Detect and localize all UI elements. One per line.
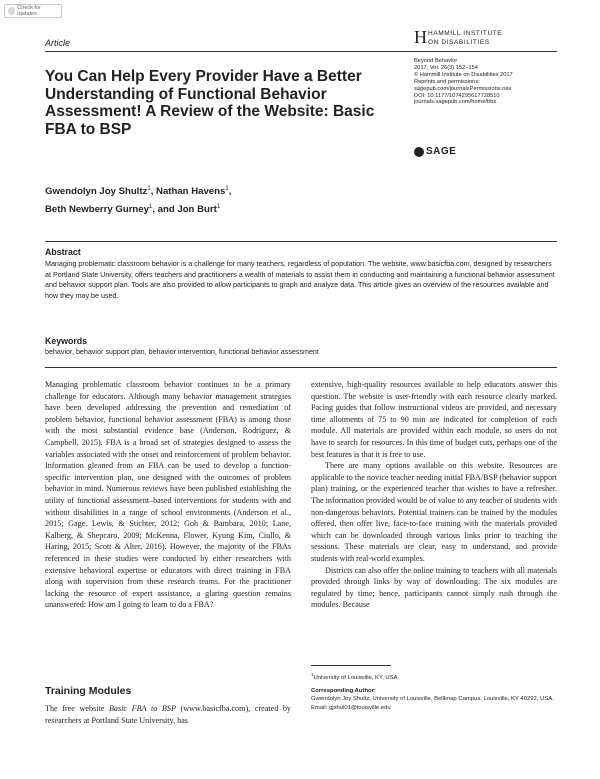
body-paragraph: There are many options available on this website. Resources are applicable to the novice teacher needing initial FBA/BSP (behavior support plan) training, or the experienced teacher that wishes to have a refresher. The information provided would be of value to any teacher of students with non-dangerous behaviors. Potential trainers can be trained by the modules offered, then offer live, face-to-face training with the materials provided which can be downloaded through various links prior to teaching the sessions. These materials are clear, easy to understand, and provide students with real-world examples.: [311, 461, 557, 563]
corresponding-author-heading: Corresponding Author:: [311, 688, 376, 695]
reprints-label: Reprints and permissions:: [414, 78, 480, 85]
abstract-divider: [45, 241, 557, 242]
body-text: The free website: [45, 704, 109, 713]
check-for-updates-badge[interactable]: [4, 4, 62, 18]
affiliation-marker: 1: [225, 186, 229, 192]
sage-icon: [414, 147, 424, 157]
logo-mark: H: [414, 27, 427, 47]
affiliation-text: University of Louisville, KY, USA: [313, 674, 398, 681]
footnote: [311, 671, 557, 712]
badge-label: Check for updates: [17, 5, 41, 17]
doi[interactable]: DOI: 10.1177/1074295617728510: [414, 92, 500, 99]
journal-volume: 2017, Vol. 26(3) 152–154: [414, 64, 478, 71]
author-list: [45, 182, 405, 217]
separator: ,: [228, 186, 232, 198]
body-paragraph: Managing problematic classroom behavior continues to be a primary challenge for educators. Although many behavior management strategies have been developed addressing the prevention and remediation of problem behavior, functional behavior assessment (FBA) is among those with the most substantial evidence base (Anderson, Rodriguez, & Campbell, 2015). FBA is a broad set of strategies designed to assess the variables associated with the onset and reinforcement of problem behavior. Information gleaned from an FBA can be used to develop a function-specific intervention plan, one designed with the outcomes of problem behavior in mind. Numerous reviews have been published establishing the utility of functional assessment–based interventions for students with and without disabilities in a range of school environments (Anderson et al., 2015; Gage, Lewis, & Stichter, 2012; Goh & Bambara, 2010; Lane, Kalberg, & Shepcaro, 2009; McKenna, Flower, Kyung Kim, Ciullo, & Haring, 2015; Scott & Alter, 2016). However, the majority of the FBAs referenced in these studies were conducted by either researchers with extensive behavioral expertise or educators with direct training in FBA along with supervision from these research teams. For the practitioner lacking the resource of expert assistance, a glaring question remains unanswered: How am I going to learn to do a FBA?: [45, 380, 291, 610]
affiliation-marker: 1: [147, 186, 151, 192]
copyright: © Hammill Institute on Disabilities 2017: [414, 71, 513, 78]
header-divider: [45, 51, 557, 52]
sage-logo: [414, 146, 456, 157]
permissions-link[interactable]: sagepub.com/journalsPermissions.nav: [414, 85, 512, 92]
corresponding-author-address: Gwendolyn Joy Shultz, University of Louisville, Bellknap Campus, Louisville, KY 40292, USA.: [311, 696, 554, 703]
author-name: Gwendolyn Joy Shultz: [45, 186, 148, 198]
affiliation-marker: 1: [216, 203, 221, 210]
abstract-heading: Abstract: [45, 247, 81, 257]
body-paragraph: extensive, high-quality resources available to help educators answer this question. The website is user-friendly with each resource clearly marked. Pacing guides that follow instructional videos are provided, and necessary time allotments of 75 to 90 min are indicated for completion of each module. All materials are provided within each module, so users do not have to search for resources. In this time of budget cuts, perhaps one of the best features is that it is free to use.: [311, 380, 557, 459]
article-type-label: Article: [45, 38, 71, 48]
section-heading: Training Modules: [45, 685, 132, 697]
journal-meta: [414, 58, 564, 106]
logo-line-2: ON DISABILITIES: [428, 39, 490, 46]
website-title: Basic FBA to BSP: [108, 704, 176, 713]
body-text: (www.basicfba.com), created by researchers at Portland State University, has: [45, 704, 291, 725]
footnote-marker: 1: [311, 672, 314, 677]
keywords-heading: Keywords: [45, 336, 88, 346]
author-name: , and Jon Burt: [152, 203, 217, 215]
body-column-left-continued: [45, 703, 291, 726]
body-column-right: [311, 379, 557, 611]
abstract-body: Managing problematic classroom behavior is a challenge for many teachers, regardless of population. The website, www.basicfba.com, designed by researchers at Portland State University, offers teachers and practitioners a wealth of materials to assist them in conducting and maintaining a functional behavior assessment and behavior support plan. Tools are also provided to allow participants to graph and analyze data. This article gives an overview of the resources available and how they may be used.: [45, 260, 555, 300]
author-name: Beth Newberry Gurney: [45, 203, 149, 215]
sage-wordmark: SAGE: [426, 146, 457, 157]
journal-link[interactable]: journals.sagepub.com/home/bbx: [414, 99, 497, 106]
logo-line-1: HAMMILL INSTITUTE: [428, 30, 503, 37]
publisher-logo: [414, 28, 564, 50]
affiliation-marker: 1: [148, 203, 153, 210]
update-icon: [8, 7, 15, 15]
footnote-divider: [311, 665, 391, 666]
journal-name: Beyond Behavior: [414, 58, 458, 64]
author-name: , Nathan Havens: [150, 186, 226, 198]
article-title: You Can Help Every Provider Have a Better Understanding of Functional Behavior Assessment! A Review of the Website: Basic FBA to BSP: [45, 68, 375, 138]
keywords-divider: [45, 367, 557, 368]
keywords-body: behavior, behavior support plan, behavior intervention, functional behavior assessment: [45, 348, 319, 356]
body-column-left: [45, 379, 291, 611]
body-paragraph: Districts can also offer the online training to teachers with all materials provided through links by way of downloading. The six modules are regulated by time; hence, participants cannot simply rush through the modules. Because: [311, 565, 557, 610]
corresponding-author-email[interactable]: Email: gjshul01@louisville.edu: [311, 704, 391, 711]
